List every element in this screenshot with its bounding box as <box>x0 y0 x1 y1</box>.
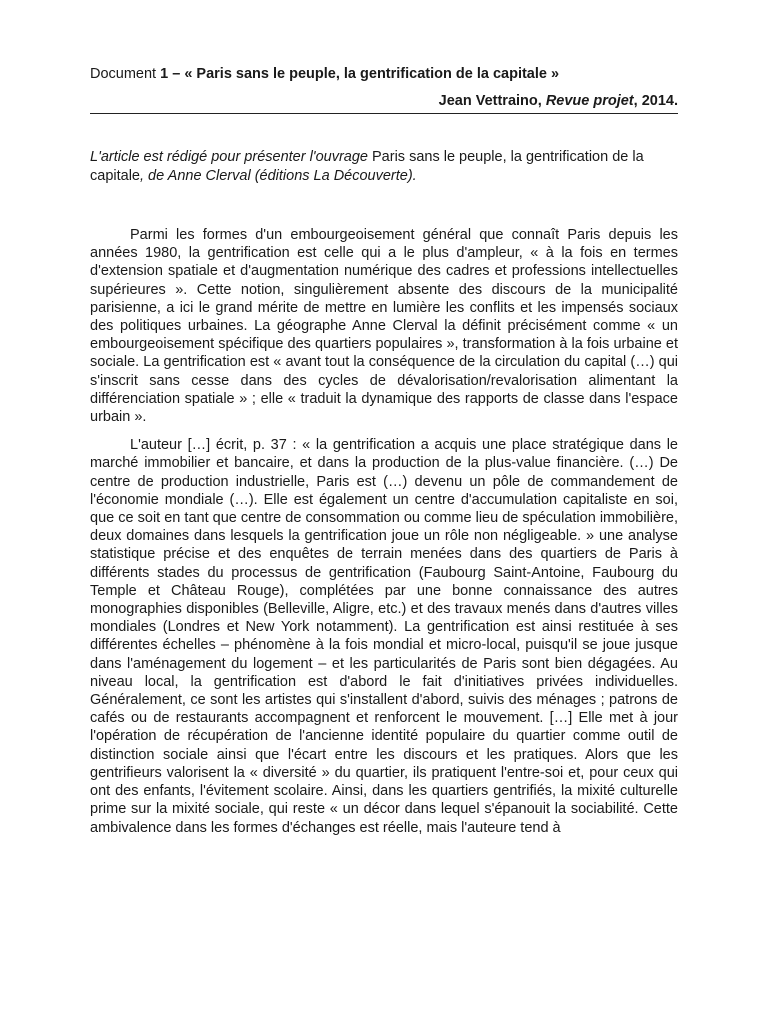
intro-book-title: Paris sans le peuple, la gentrification de la capitale <box>90 149 644 184</box>
intro-paragraph <box>90 148 678 186</box>
intro-lead: L'article est rédigé pour présenter l'ouvrage <box>90 149 372 165</box>
document-heading: – « Paris sans le peuple, la gentrification de la capitale » <box>168 66 560 82</box>
body-paragraph-1: Parmi les formes d'un embourgeoisement général que connaît Paris depuis les années 1980, la gentrification est celle qui a le plus d'ampleur, « à la fois en termes d'extension spatiale et d'augmentation numérique des cadres et professions intellectuelles supérieures ». Cette notion, singulièrement absente des discours de la municipalité parisienne, a ici le grand mérite de mettre en lumière les conflits et les impensés sociaux des politiques urbaines. La géographe Anne Clerval la définit précisément comme « un embourgeoisement spécifique des quartiers populaires », transformation à la fois urbaine et sociale. La gentrification est « avant tout la conséquence de la circulation du capital (…) qui s'inscrit sans cesse dans des cycles de dévalorisation/revalorisation alimentant la différenciation spatiale » ; elle « traduit la dynamique des rapports de classe dans l'espace urbain ». <box>90 227 678 426</box>
document-title <box>90 64 690 84</box>
source-journal: Revue projet <box>545 93 634 109</box>
intro-publisher: , de Anne Clerval (éditions La Découverte). <box>139 168 417 184</box>
source-author: Jean Vettraino, <box>438 93 546 109</box>
document-number: 1 <box>160 66 169 82</box>
document-label: Document <box>90 66 161 82</box>
source-citation <box>90 91 678 111</box>
header-divider <box>90 113 678 114</box>
source-year: , 2014. <box>633 93 678 109</box>
body-paragraph-2: L'auteur […] écrit, p. 37 : « la gentrification a acquis une place stratégique dans le marché immobilier et bancaire, et dans la production de la plus-value financière. (…) De centre de production industrielle, Paris est (…) devenu un pôle de commandement de l'économie mondiale (…). Elle est également un centre d'accumulation capitaliste en soi, que ce soit en tant que centre de consommation ou comme lieu de spéculation immobilière, deux domaines dans lesquels la gentrification joue un rôle non négligeable. » une analyse statistique précise et des enquêtes de terrain menées dans des quartiers de Paris à différents stades du processus de gentrification (Faubourg Saint-Antoine, Faubourg du Temple et Château Rouge), complétées par une bonne connaissance des autres monographies disponibles (Belleville, Aligre, etc.) et des travaux menés dans d'autres villes mondiales (Londres et New York notamment). La gentrification est ainsi restituée à ses différentes échelles – phénomène à la fois mondial et micro-local, puisqu'il se joue jusque dans l'aménagement du logement – et les particularités de Paris sont bien dégagées. Au niveau local, la gentrification est d'abord le fait d'initiatives privées individuelles. Généralement, ce sont les artistes qui s'installent d'abord, suivis des ménages ; patrons de cafés ou de restaurants accompagnent et renforcent le mouvement. […] Elle met à jour l'opération de récupération de l'ancienne identité populaire du quartier comme outil de distinction sociale ainsi que l'écart entre les discours et les pratiques. Alors que les gentrifieurs valorisent la « diversité » du quartier, ils pratiquent l'entre-soi et, pour ceux qui ont des enfants, l'évitement scolaire. Ainsi, dans les quartiers gentrifiés, la mixité culturelle prime sur la mixité sociale, qui reste « un décor dans lequel s'épanouit la sociabilité. Cette ambivalence dans les formes d'échanges est réelle, mais l'auteure tend à <box>90 437 678 836</box>
article-body <box>90 226 678 847</box>
